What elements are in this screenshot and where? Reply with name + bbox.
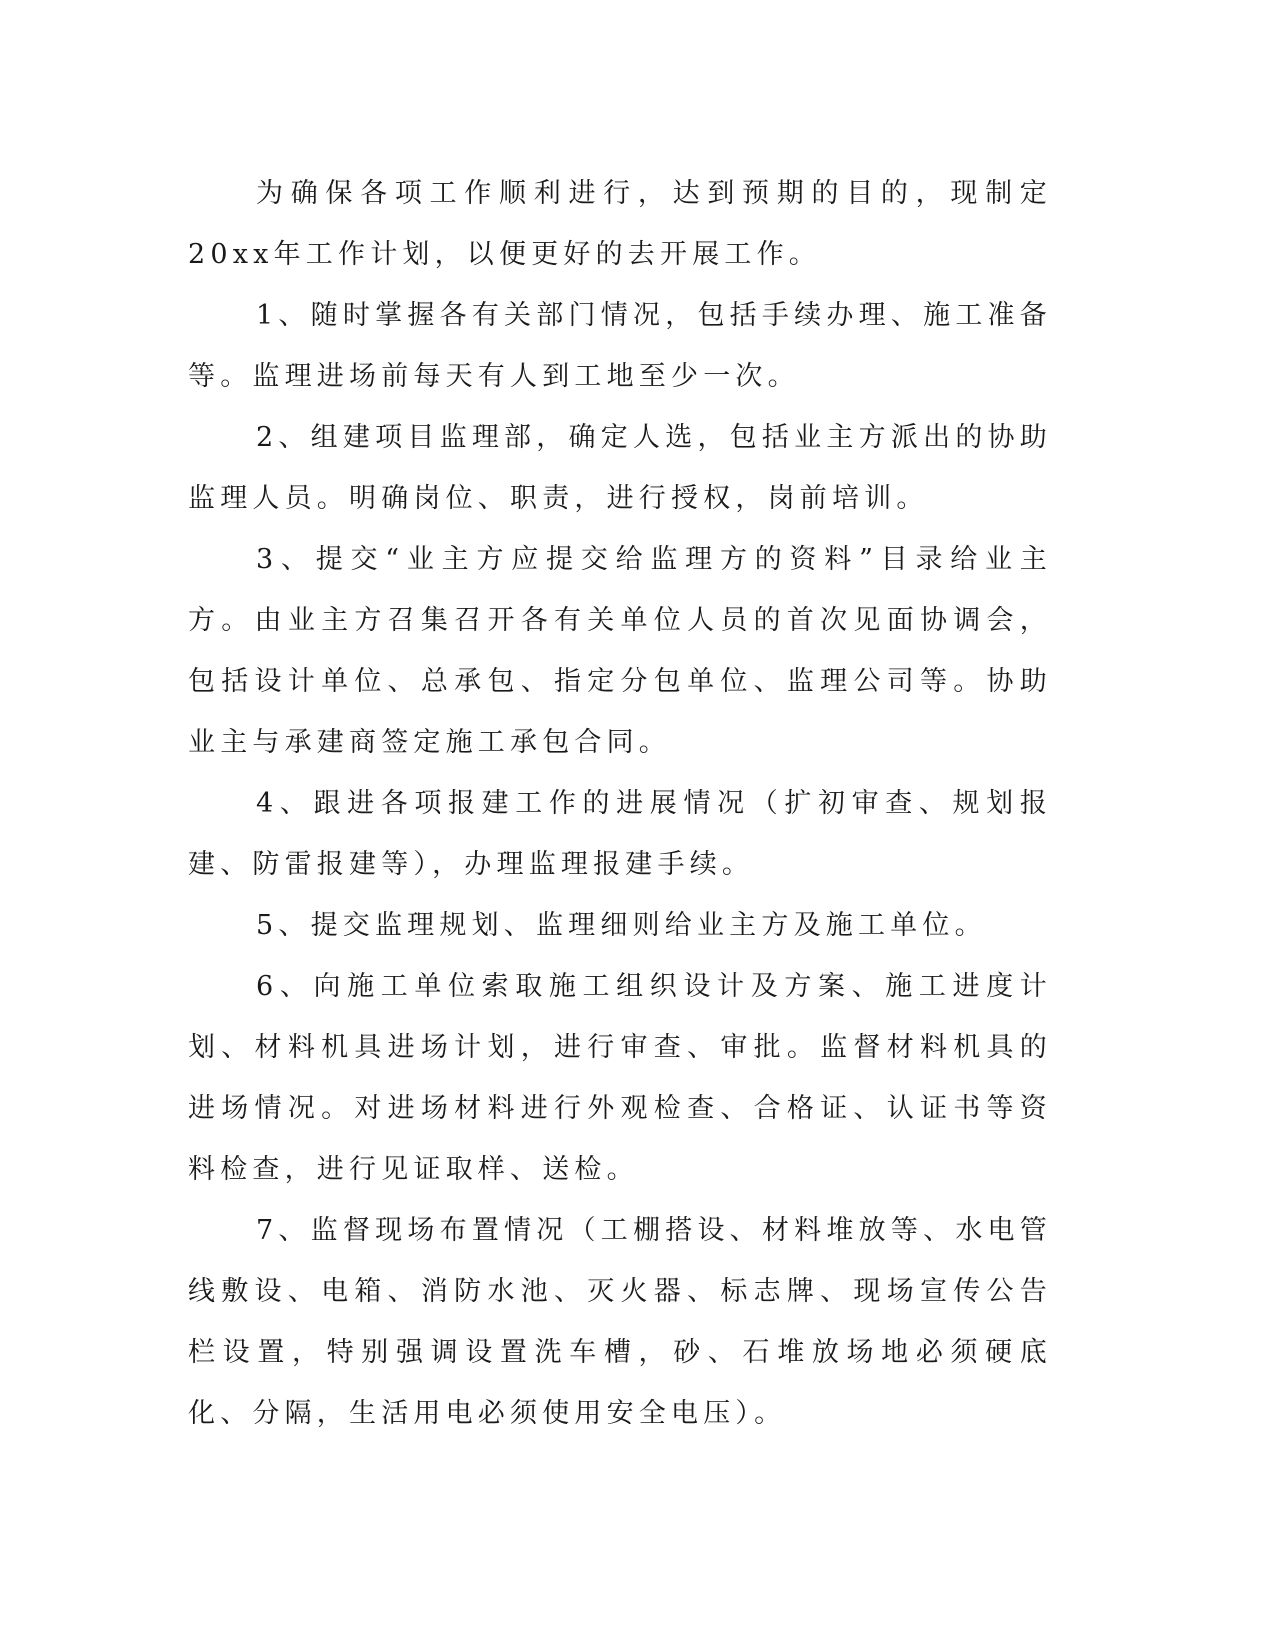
plan-item-4: 4、跟进各项报建工作的进展情况（扩初审查、规划报建、防雷报建等），办理监理报建手续。 [188,788,1052,880]
plan-item-3: 3、提交“业主方应提交给监理方的资料”目录给业主方。由业主方召集召开各有关单位人员的首次见面协调会，包括设计单位、总承包、指定分包单位、监理公司等。协助业主与承建商签定施工承包合同。 [188,544,1052,758]
plan-item-7: 7、监督现场布置情况（工棚搭设、材料堆放等、水电管线敷设、电箱、消防水池、灭火器、标志牌、现场宣传公告栏设置，特别强调设置洗车槽，砂、石堆放场地必须硬底化、分隔，生活用电必须使用安全电压）。 [188,1215,1052,1429]
document-body [188,163,1052,1444]
plan-item-5: 5、提交监理规划、监理细则给业主方及施工单位。 [256,910,987,941]
plan-item-6: 6、向施工单位索取施工组织设计及方案、施工进度计划、材料机具进场计划，进行审查、审批。监督材料机具的进场情况。对进场材料进行外观检查、合格证、认证书等资料检查，进行见证取样、送检。 [188,971,1052,1185]
intro-paragraph: 为确保各项工作顺利进行，达到预期的目的，现制定20xx年工作计划，以便更好的去开展工作。 [188,178,1052,270]
plan-item-1: 1、随时掌握各有关部门情况，包括手续办理、施工准备等。监理进场前每天有人到工地至少一次。 [188,300,1052,392]
plan-item-2: 2、组建项目监理部，确定人选，包括业主方派出的协助监理人员。明确岗位、职责，进行授权，岗前培训。 [188,422,1052,514]
